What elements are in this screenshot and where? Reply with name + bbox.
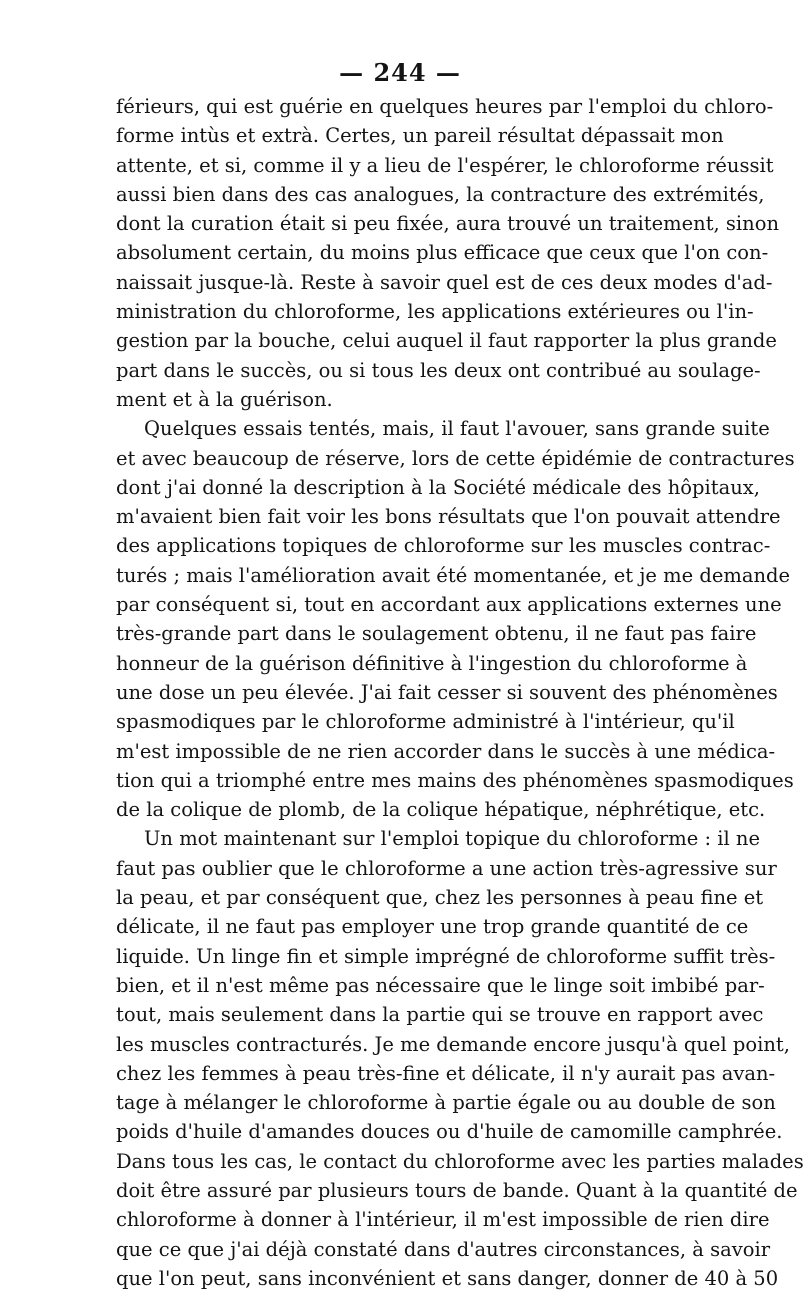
text-line: gestion par la bouche, celui auquel il faut rapporter la plus grande <box>116 329 777 353</box>
paragraph <box>116 92 780 414</box>
text-line: Un mot maintenant sur l'emploi topique du chloroforme : il ne <box>144 827 761 851</box>
paragraph <box>116 414 795 824</box>
text-line: chloroforme à donner à l'intérieur, il m'est impossible de rien dire <box>116 1208 770 1232</box>
text-line: attente, et si, comme il y a lieu de l'espérer, le chloroforme réussit <box>116 153 774 177</box>
text-line: tage à mélanger le chloroforme à partie égale ou au double de son <box>116 1091 776 1115</box>
text-line: par conséquent si, tout en accordant aux applications externes une <box>116 593 782 617</box>
text-line: faut pas oublier que le chloroforme a une action très-agressive sur <box>116 856 777 880</box>
text-line: des applications topiques de chloroforme sur les muscles contrac- <box>116 534 771 558</box>
text-line: forme intùs et extrà. Certes, un pareil résultat dépassait mon <box>116 124 724 148</box>
text-line: doit être assuré par plusieurs tours de bande. Quant à la quantité de <box>116 1178 798 1202</box>
text-line: spasmodiques par le chloroforme administré à l'intérieur, qu'il <box>116 710 735 734</box>
text-line: liquide. Un linge fin et simple imprégné de chloroforme suffit très- <box>116 944 776 968</box>
text-line: bien, et il n'est même pas nécessaire que le linge soit imbibé par- <box>116 973 765 997</box>
text-line: naissait jusque-là. Reste à savoir quel est de ces deux modes d'ad- <box>116 270 773 294</box>
text-line: la peau, et par conséquent que, chez les personnes à peau fine et <box>116 886 764 910</box>
text-line: m'est impossible de ne rien accorder dans le succès à une médica- <box>116 739 776 763</box>
text-line: de la colique de plomb, de la colique hépatique, néphrétique, etc. <box>116 798 766 822</box>
text-line: absolument certain, du moins plus efficace que ceux que l'on con- <box>116 241 769 265</box>
text-line: Quelques essais tentés, mais, il faut l'avouer, sans grande suite <box>144 417 770 441</box>
text-line: poids d'huile d'amandes douces ou d'huile de camomille camphrée. <box>116 1120 783 1144</box>
paragraph <box>116 824 804 1293</box>
text-line: m'avaient bien fait voir les bons résultats que l'on pouvait attendre <box>116 505 781 529</box>
text-line: les muscles contracturés. Je me demande encore jusqu'à quel point, <box>116 1032 790 1056</box>
text-line: dont j'ai donné la description à la Société médicale des hôpitaux, <box>116 475 760 499</box>
text-line: part dans le succès, ou si tous les deux ont contribué au soulage- <box>116 358 761 382</box>
text-line: et avec beaucoup de réserve, lors de cette épidémie de contractures <box>116 446 795 470</box>
text-line: chez les femmes à peau très-fine et délicate, il n'y aurait pas avan- <box>116 1061 776 1085</box>
page-number: — 244 — <box>339 58 461 87</box>
body-text <box>116 92 804 1293</box>
text-line: ment et à la guérison. <box>116 387 333 411</box>
text-line: férieurs, qui est guérie en quelques heures par l'emploi du chloro- <box>116 95 774 118</box>
text-line: que l'on peut, sans inconvénient et sans danger, donner de 40 à 50 <box>116 1266 779 1290</box>
text-line: ministration du chloroforme, les applications extérieures ou l'in- <box>116 300 754 324</box>
text-line: que ce que j'ai déjà constaté dans d'autres circonstances, à savoir <box>116 1237 771 1261</box>
text-line: délicate, il ne faut pas employer une trop grande quantité de ce <box>116 915 749 939</box>
text-line: tion qui a triomphé entre mes mains des phénomènes spasmodiques <box>116 768 794 792</box>
text-line: tout, mais seulement dans la partie qui se trouve en rapport avec <box>116 1003 764 1027</box>
text-line: très-grande part dans le soulagement obtenu, il ne faut pas faire <box>116 622 757 646</box>
text-line: Dans tous les cas, le contact du chloroforme avec les parties malades <box>116 1149 804 1173</box>
text-line: honneur de la guérison définitive à l'ingestion du chloroforme à <box>116 651 748 675</box>
text-line: une dose un peu élevée. J'ai fait cesser si souvent des phénomènes <box>116 680 778 704</box>
text-line: turés ; mais l'amélioration avait été momentanée, et je me demande <box>116 563 791 587</box>
text-line: aussi bien dans des cas analogues, la contracture des extrémités, <box>116 182 765 206</box>
text-line: dont la curation était si peu fixée, aura trouvé un traitement, sinon <box>116 212 780 236</box>
